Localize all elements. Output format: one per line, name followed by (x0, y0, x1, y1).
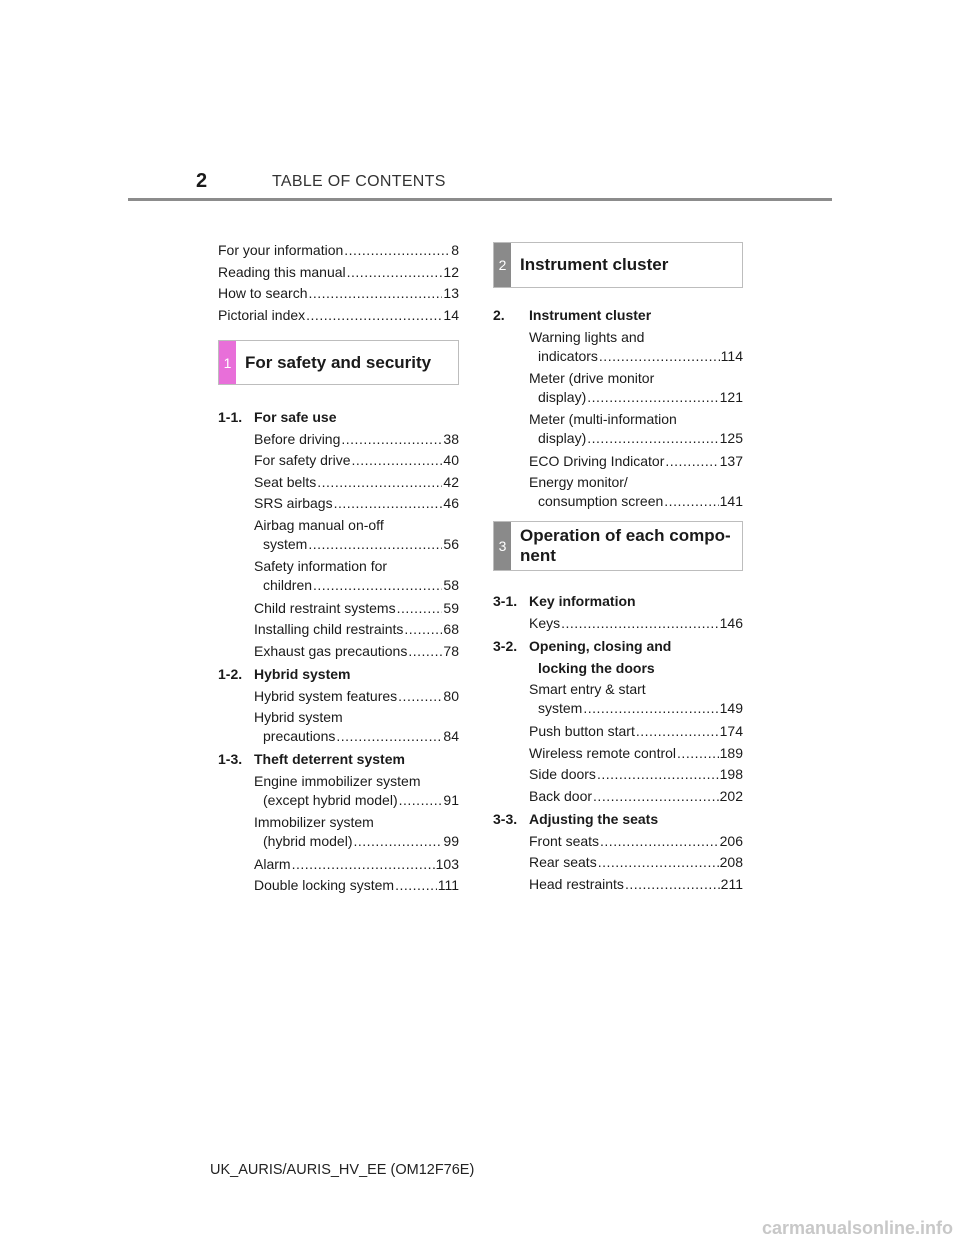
toc-entry-title-line-2: consumption screen (538, 493, 664, 509)
toc-entry-title-line-2: system (538, 700, 583, 716)
toc-entry-page: 189 (719, 744, 743, 761)
section-number: 3-2. (493, 638, 518, 654)
dot-leader (308, 283, 442, 305)
toc-section-heading[interactable] (218, 664, 459, 686)
toc-entry-title: Hybrid system features (254, 687, 398, 704)
toc-entry-page: 114 (720, 347, 743, 364)
section-title (254, 664, 350, 686)
toc-entry[interactable] (218, 472, 459, 494)
toc-entry-page: 137 (719, 452, 743, 469)
dot-leader (665, 451, 718, 473)
toc-entry[interactable] (218, 429, 459, 451)
toc-entry-title-line-1: Immobilizer system (254, 813, 374, 830)
toc-entry[interactable] (493, 328, 743, 366)
toc-entry[interactable] (493, 874, 743, 896)
toc-entry-page: 121 (719, 388, 743, 405)
toc-entry-title: Alarm (254, 855, 291, 872)
toc-left-column (218, 240, 459, 897)
toc-entry-page: 103 (435, 855, 459, 872)
toc-entry-line-2 (529, 388, 743, 407)
section-number: 3-3. (493, 811, 518, 827)
toc-entry-title: Head restraints (529, 875, 624, 892)
dot-leader (351, 450, 442, 472)
section-number: 2. (493, 307, 505, 323)
toc-right-column (493, 242, 743, 895)
dot-leader (598, 852, 719, 874)
toc-entry-title: Rear seats (529, 854, 597, 870)
toc-entry-page: 59 (443, 599, 459, 616)
dot-leader (308, 535, 442, 554)
toc-entry-page: 84 (443, 728, 459, 744)
toc-entry-title: Wireless remote control (529, 744, 677, 761)
toc-entry-title: Seat belts (254, 473, 317, 490)
toc-entry-title-line-2: indicators (538, 347, 598, 364)
dot-leader (625, 874, 720, 896)
toc-entry-title: SRS airbags (254, 495, 333, 511)
toc-entry[interactable] (218, 619, 459, 641)
toc-entry[interactable] (493, 473, 743, 511)
toc-entry-title-line-2: (except hybrid model) (263, 791, 398, 808)
toc-entry-title-line-1: Safety information for (254, 557, 388, 574)
dot-leader (408, 641, 442, 663)
page-number: 2 (196, 170, 208, 192)
toc-entry[interactable] (493, 369, 743, 407)
toc-section-heading[interactable] (218, 749, 459, 771)
toc-entry[interactable] (218, 557, 459, 595)
section-title-line-1: Instrument cluster (529, 307, 652, 323)
toc-section-heading[interactable] (493, 809, 743, 831)
toc-entry-page: 80 (443, 687, 459, 704)
toc-entry[interactable] (218, 854, 459, 876)
toc-entry[interactable] (218, 598, 459, 620)
dot-leader (344, 240, 450, 262)
toc-entry[interactable] (218, 262, 459, 284)
toc-entry-title: Child restraint systems (254, 599, 396, 616)
section-title (254, 749, 405, 771)
toc-entry[interactable] (493, 451, 743, 473)
toc-entry-title: Keys (529, 614, 561, 631)
toc-entry-title: Before driving (254, 430, 341, 447)
toc-entry[interactable] (493, 613, 743, 635)
toc-entry-title-line-1: Engine immobilizer system (254, 772, 421, 789)
toc-entry-page: 8 (451, 242, 459, 258)
dot-leader (341, 429, 442, 451)
section-title-line-1: Adjusting the seats (529, 811, 659, 827)
toc-entry-page: 206 (719, 832, 743, 849)
toc-entry-title-line-1: Energy monitor/ (529, 474, 628, 490)
toc-entry-page: 42 (443, 473, 459, 490)
toc-section-heading[interactable] (493, 591, 743, 613)
toc-entry-page: 91 (443, 791, 459, 808)
dot-leader (561, 613, 719, 635)
toc-section-heading[interactable] (493, 636, 743, 679)
toc-entry-title-line-1: Smart entry & start (529, 681, 646, 697)
toc-entry-page: 38 (443, 430, 459, 447)
dot-leader (399, 791, 443, 810)
toc-entry-page: 202 (719, 787, 743, 804)
toc-entry-page: 99 (443, 832, 459, 849)
toc-entry-title-line-1: Meter (drive monitor (529, 369, 655, 386)
watermark: carmanualsonline.info (761, 1218, 953, 1238)
toc-section-heading[interactable] (493, 305, 743, 327)
section-title-line-1: Key information (529, 593, 636, 609)
toc-entry-line-2 (529, 699, 743, 718)
toc-entry-page: 56 (443, 535, 459, 552)
toc-entry-page: 40 (443, 452, 459, 468)
dot-leader (597, 764, 719, 786)
toc-entry[interactable] (493, 852, 743, 874)
toc-entry-page: 146 (719, 614, 743, 631)
toc-entry-title: Back door (529, 787, 593, 804)
toc-entry-title: Exhaust gas precautions (254, 642, 408, 659)
toc-entry-title: How to search (218, 285, 308, 301)
section-title-line-1: Opening, closing and (529, 638, 672, 654)
toc-entry-page: 46 (443, 495, 459, 511)
toc-entry-title: Side doors (529, 766, 596, 782)
toc-entry[interactable] (493, 743, 743, 765)
toc-entry[interactable] (493, 721, 743, 743)
section-title (529, 636, 671, 679)
dot-leader (583, 699, 718, 718)
toc-entry[interactable] (493, 680, 743, 718)
toc-entry-title-line-2: (hybrid model) (263, 832, 353, 849)
toc-entry[interactable] (493, 410, 743, 448)
dot-leader (313, 576, 442, 595)
chapter-1-tab[interactable] (218, 340, 459, 385)
dot-leader (677, 743, 719, 765)
toc-entry-title: Push button start (529, 723, 635, 739)
dot-leader (593, 786, 719, 808)
toc-entry-title: ECO Driving Indicator (529, 452, 665, 469)
toc-entry-title-line-1: Hybrid system (254, 709, 343, 725)
dot-leader (636, 721, 719, 743)
toc-entry[interactable] (218, 305, 459, 327)
chapter-3-sections (493, 591, 743, 895)
toc-entry-title: For safety drive (254, 452, 351, 468)
toc-entry-line-2 (254, 832, 459, 851)
intro-list (218, 240, 459, 326)
section-number: 3-1. (493, 593, 518, 609)
dot-leader (587, 388, 718, 407)
dot-leader (599, 347, 720, 366)
dot-leader (397, 598, 443, 620)
toc-entry[interactable] (218, 813, 459, 851)
toc-entry-line-2 (529, 429, 743, 448)
chapter-1-sections (218, 407, 459, 897)
toc-entry-title: Front seats (529, 832, 600, 849)
toc-entry-page: 58 (443, 576, 459, 593)
toc-entry[interactable] (218, 493, 459, 515)
toc-entry-title-line-2: system (263, 535, 308, 552)
toc-entry[interactable] (218, 708, 459, 746)
chapter-2-number: 2 (494, 243, 511, 287)
toc-entry-title: Reading this manual (218, 263, 346, 280)
section-number: 1-1. (218, 409, 243, 425)
toc-entry-line-2 (254, 791, 459, 810)
chapter-1-number: 1 (219, 341, 236, 384)
toc-entry-page: 13 (443, 285, 459, 301)
chapter-2-tab[interactable] (493, 242, 743, 288)
dot-leader (336, 727, 442, 746)
toc-entry-page: 174 (719, 723, 743, 739)
section-title (529, 591, 636, 613)
toc-entry-page: 78 (443, 642, 459, 659)
chapter-3-title-line-1: Operation of each compo- (520, 526, 731, 545)
section-title-line-2: locking the doors (538, 659, 655, 676)
dot-leader (353, 832, 442, 851)
toc-entry-title-line-2: display) (538, 388, 587, 405)
toc-section-heading[interactable] (218, 407, 459, 429)
toc-entry[interactable] (218, 450, 459, 472)
toc-entry[interactable] (218, 283, 459, 305)
dot-leader (292, 854, 435, 876)
chapter-3-number: 3 (494, 522, 511, 570)
toc-entry-page: 208 (719, 854, 743, 870)
dot-leader (600, 831, 719, 853)
toc-entry-page: 14 (443, 306, 459, 323)
toc-entry-title-line-1: Airbag manual on-off (254, 516, 384, 533)
chapter-3-tab[interactable] (493, 521, 743, 571)
toc-entry-title: Double locking system (254, 877, 395, 893)
section-number: 1-2. (218, 666, 243, 682)
dot-leader (317, 472, 442, 494)
toc-entry[interactable] (493, 831, 743, 853)
toc-entry-page: 68 (443, 621, 459, 637)
toc-entry-title-line-2: display) (538, 429, 587, 446)
dot-leader (334, 493, 443, 515)
toc-entry-page: 141 (719, 493, 743, 509)
toc-entry[interactable] (218, 875, 459, 897)
toc-entry-title: Installing child restraints (254, 621, 404, 637)
dot-leader (395, 875, 437, 897)
toc-entry-line-2 (529, 492, 743, 511)
toc-entry-title-line-2: children (263, 576, 313, 593)
dot-leader (664, 492, 718, 511)
chapter-2-sections (493, 305, 743, 511)
dot-leader (306, 305, 442, 327)
chapter-2-title: Instrument cluster (520, 255, 669, 274)
toc-entry-page: 111 (437, 877, 459, 893)
toc-entry-title-line-1: Warning lights and (529, 328, 645, 345)
section-title (529, 809, 658, 831)
toc-entry-line-2 (254, 576, 459, 595)
toc-entry-page: 149 (719, 700, 743, 716)
toc-entry[interactable] (493, 764, 743, 786)
chapter-3-title-line-2: nent (520, 546, 556, 565)
dot-leader (587, 429, 718, 448)
section-number: 1-3. (218, 751, 243, 767)
header-rule (128, 198, 832, 201)
section-title (254, 407, 336, 429)
toc-entry-line-2 (529, 347, 743, 366)
toc-entry[interactable] (218, 516, 459, 554)
chapter-1-title: For safety and security (245, 352, 432, 372)
toc-entry-title-line-2: precautions (263, 728, 336, 744)
toc-entry-page: 211 (720, 875, 743, 892)
toc-entry[interactable] (218, 772, 459, 810)
toc-entry[interactable] (218, 240, 459, 262)
toc-entry[interactable] (218, 686, 459, 708)
toc-entry-page: 198 (719, 766, 743, 782)
toc-entry[interactable] (493, 786, 743, 808)
toc-entry-title-line-1: Meter (multi-information (529, 410, 677, 427)
section-title-line-1: Theft deterrent system (254, 751, 405, 767)
section-title-line-1: For safe use (254, 409, 337, 425)
toc-entry-title: For your information (218, 242, 344, 258)
toc-entry-line-2 (254, 727, 459, 746)
page-header-title: TABLE OF CONTENTS (272, 173, 446, 190)
footer-code: UK_AURIS/AURIS_HV_EE (OM12F76E) (210, 1162, 475, 1178)
toc-entry-page: 12 (443, 263, 459, 280)
section-title-line-1: Hybrid system (254, 666, 351, 682)
dot-leader (347, 262, 443, 284)
toc-entry-title: Pictorial index (218, 306, 306, 323)
dot-leader (404, 619, 442, 641)
toc-entry-line-2 (254, 535, 459, 554)
section-title (529, 305, 651, 327)
dot-leader (398, 686, 442, 708)
toc-entry[interactable] (218, 641, 459, 663)
toc-entry-page: 125 (719, 429, 743, 446)
